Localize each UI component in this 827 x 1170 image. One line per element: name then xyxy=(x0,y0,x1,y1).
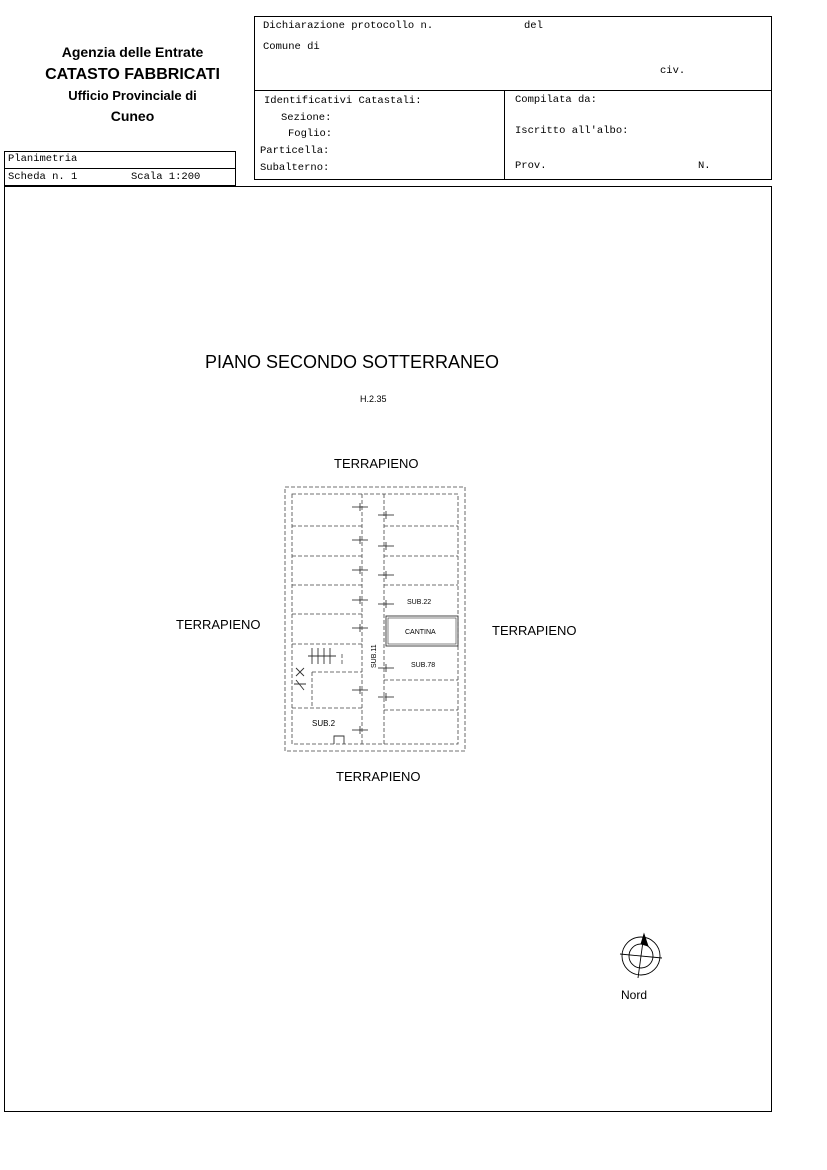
north-label: Nord xyxy=(621,988,648,1002)
scala-label: Scala 1:200 xyxy=(131,171,201,183)
terrapieno-right: TERRAPIENO xyxy=(492,623,577,638)
subalterno-label: Subalterno: xyxy=(260,162,330,174)
n-label: N. xyxy=(698,160,711,172)
sub22-label: SUB.22 xyxy=(407,599,432,606)
cantina-label: CANTINA xyxy=(405,629,436,636)
sezione-label: Sezione: xyxy=(281,112,332,124)
agency-name: Agenzia delle Entrate xyxy=(61,44,204,60)
terrapieno-top: TERRAPIENO xyxy=(334,456,419,471)
north-arrow-icon xyxy=(620,934,662,978)
scheda-label: Scheda n. 1 xyxy=(8,171,78,183)
iscritto-label: Iscritto all'albo: xyxy=(515,125,629,137)
plan-title: PIANO SECONDO SOTTERRANEO xyxy=(205,352,500,372)
particella-label: Particella: xyxy=(260,145,330,157)
sub11-label: SUB.11 xyxy=(371,644,378,668)
plan-height: H.2.35 xyxy=(360,394,387,404)
sub78-label: SUB.78 xyxy=(411,662,436,669)
terrapieno-left: TERRAPIENO xyxy=(176,617,261,632)
civ-label: civ. xyxy=(660,65,686,77)
prov-label: Prov. xyxy=(515,160,547,172)
sub2-label: SUB.2 xyxy=(312,719,336,728)
terrapieno-bottom: TERRAPIENO xyxy=(336,769,421,784)
foglio-label: Foglio: xyxy=(288,128,333,140)
catasto-title: CATASTO FABBRICATI xyxy=(45,66,220,83)
protocol-label: Dichiarazione protocollo n. xyxy=(263,20,434,32)
office-city: Cuneo xyxy=(110,108,155,124)
comune-label: Comune di xyxy=(263,41,320,53)
office-name: Ufficio Provinciale di xyxy=(68,88,197,103)
compilata-label: Compilata da: xyxy=(515,94,597,106)
del-label: del xyxy=(524,20,543,32)
planimetria-label: Planimetria xyxy=(8,153,78,165)
identifiers-heading: Identificativi Catastali: xyxy=(264,95,422,107)
